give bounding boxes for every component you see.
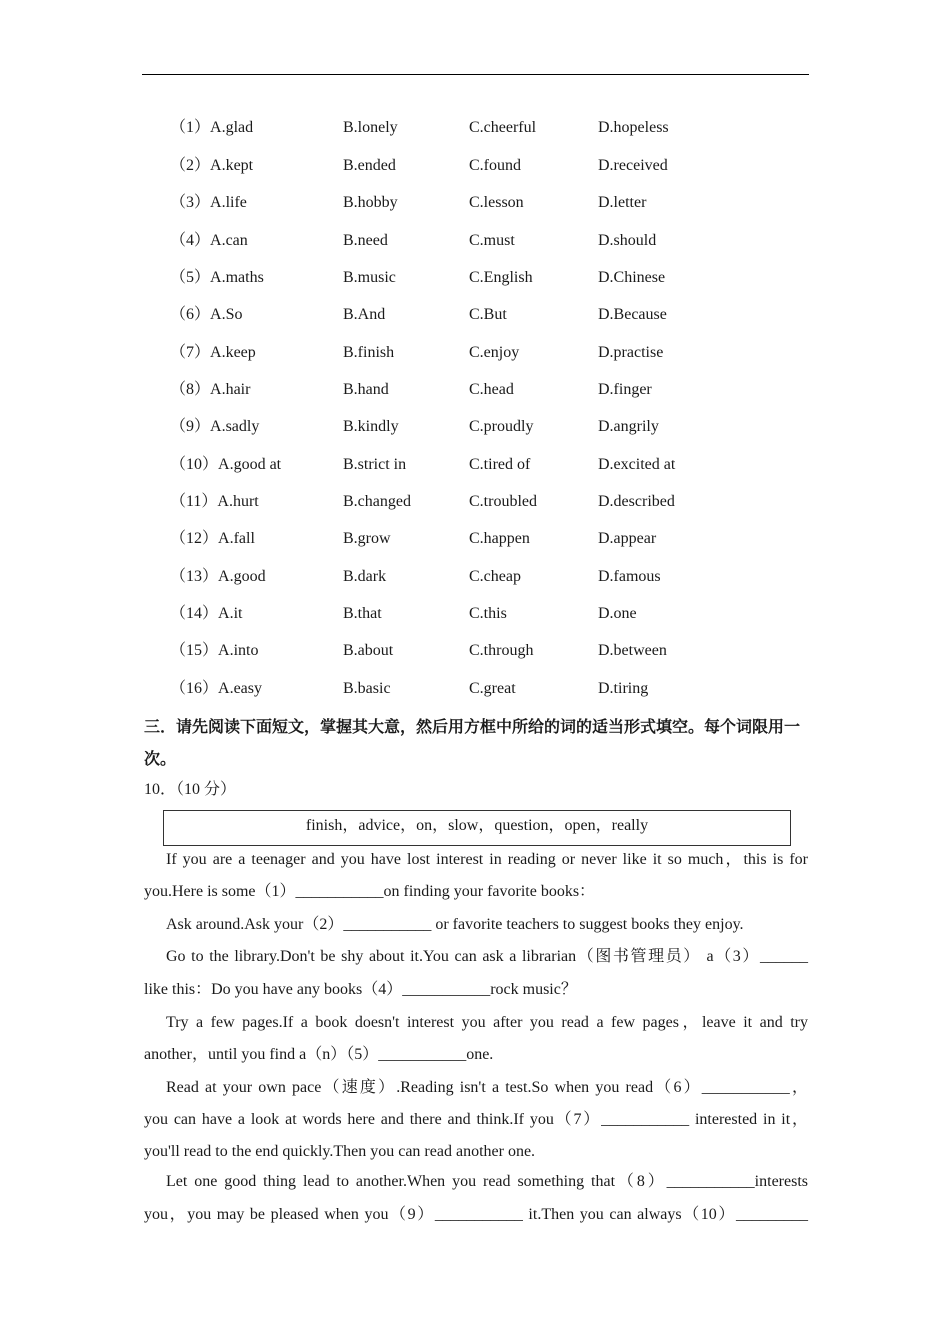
option-d: D.letter [598, 194, 647, 211]
item-number: （10） [170, 456, 219, 473]
item-number: （15） [170, 642, 219, 659]
item-number: （12） [170, 530, 219, 547]
option-a: （10）A.good at [170, 456, 282, 473]
option-row [0, 454, 950, 476]
option-c: C.cheap [469, 568, 521, 585]
option-b: B.hand [343, 381, 389, 398]
option-d: D.hopeless [598, 119, 669, 136]
passage-line: you'll read to the end quickly.Then you can read another one. [144, 1143, 536, 1160]
option-a: （13）A.good [170, 568, 266, 585]
option-row [0, 117, 950, 139]
option-c: C.happen [469, 530, 530, 547]
word-box: finish，advice，on，slow，question，open，really [163, 810, 791, 846]
option-c: C.head [469, 381, 514, 398]
passage-line: Let one good thing lead to another.When you read something that（8）___________interests [166, 1173, 808, 1190]
option-a: （11）A.hurt [170, 493, 259, 510]
option-row [0, 230, 950, 252]
option-b: B.dark [343, 568, 387, 585]
option-row [0, 342, 950, 364]
option-d: D.famous [598, 568, 661, 585]
option-c: C.But [469, 306, 507, 323]
option-a: （12）A.fall [170, 530, 255, 547]
option-c: C.lesson [469, 194, 524, 211]
item-number: （4） [170, 232, 211, 249]
option-row [0, 528, 950, 550]
section-heading: 三．请先阅读下面短文，掌握其大意，然后用方框中所给的词的适当形式填空。每个词限用一次。 [144, 717, 801, 768]
option-d: D.should [598, 232, 657, 249]
option-c: C.cheerful [469, 119, 537, 136]
option-d: D.appear [598, 530, 657, 547]
option-a: （9）A.sadly [170, 418, 260, 435]
option-b: B.need [343, 232, 388, 249]
option-c: C.enjoy [469, 344, 520, 361]
option-a: （16）A.easy [170, 680, 262, 697]
option-a: （4）A.can [170, 232, 248, 249]
passage-line: If you are a teenager and you have lost interest in reading or never like it so much，this is for [166, 851, 808, 868]
option-row [0, 379, 950, 401]
passage-line: Read at your own pace（速度）.Reading isn't a test.So when you read（6）___________， [166, 1079, 808, 1096]
option-row [0, 304, 950, 326]
option-a: （14）A.it [170, 605, 243, 622]
option-row [0, 416, 950, 438]
option-d: D.angrily [598, 418, 659, 435]
option-row [0, 192, 950, 214]
option-b: B.finish [343, 344, 395, 361]
option-b: B.strict in [343, 456, 407, 473]
passage-line: you can have a look at words here and there and think.If you（7）___________ interested in it， [144, 1111, 808, 1128]
option-a: （1）A.glad [170, 119, 254, 136]
passage-line: Try a few pages.If a book doesn't interest you after you read a few pages，leave it and try [166, 1014, 808, 1031]
option-row [0, 155, 950, 177]
item-number: （11） [170, 493, 218, 510]
option-b: B.that [343, 605, 382, 622]
option-b: B.ended [343, 157, 396, 174]
option-c: C.proudly [469, 418, 534, 435]
passage-line: another，until you find a（n）（5）___________one. [144, 1046, 494, 1063]
option-row [0, 603, 950, 625]
option-a: （5）A.maths [170, 269, 264, 286]
item-number: （6） [170, 306, 211, 323]
item-number: （2） [170, 157, 211, 174]
option-row [0, 267, 950, 289]
item-number: （16） [170, 680, 219, 697]
option-c: C.found [469, 157, 521, 174]
option-d: D.excited at [598, 456, 676, 473]
item-number: （9） [170, 418, 211, 435]
option-d: D.received [598, 157, 668, 174]
option-a: （8）A.hair [170, 381, 251, 398]
option-row [0, 566, 950, 588]
option-b: B.changed [343, 493, 411, 510]
header-rule [142, 74, 809, 75]
item-number: （8） [170, 381, 211, 398]
passage-line: like this：Do you have any books（4）___________rock music？ [144, 981, 577, 998]
item-number: （3） [170, 194, 211, 211]
passage-line: you.Here is some（1）___________on finding your favorite books： [144, 883, 596, 900]
option-b: B.basic [343, 680, 391, 697]
question-number: 10．（10 分） [144, 781, 237, 798]
option-c: C.great [469, 680, 516, 697]
option-d: D.Chinese [598, 269, 666, 286]
item-number: （1） [170, 119, 211, 136]
option-b: B.about [343, 642, 394, 659]
item-number: （5） [170, 269, 211, 286]
option-row [0, 640, 950, 662]
option-a: （7）A.keep [170, 344, 256, 361]
option-c: C.tired of [469, 456, 531, 473]
option-b: B.lonely [343, 119, 398, 136]
passage-line: Ask around.Ask your（2）___________ or favorite teachers to suggest books they enjoy. [166, 916, 744, 933]
item-number: （14） [170, 605, 219, 622]
option-b: B.music [343, 269, 396, 286]
option-a: （3）A.life [170, 194, 247, 211]
option-d: D.Because [598, 306, 667, 323]
option-d: D.one [598, 605, 637, 622]
option-b: B.And [343, 306, 386, 323]
option-b: B.grow [343, 530, 391, 547]
option-d: D.finger [598, 381, 652, 398]
option-c: C.this [469, 605, 507, 622]
option-row [0, 678, 950, 700]
option-d: D.tiring [598, 680, 649, 697]
option-d: D.described [598, 493, 675, 510]
option-d: D.between [598, 642, 667, 659]
option-b: B.kindly [343, 418, 399, 435]
option-c: C.must [469, 232, 515, 249]
passage-line: you，you may be pleased when you（9）___________ it.Then you can always（10）_________ [144, 1206, 808, 1223]
passage-line: Go to the library.Don't be shy about it.You can ask a librarian（图书管理员） a（3）______ [166, 948, 808, 965]
item-number: （13） [170, 568, 219, 585]
item-number: （7） [170, 344, 211, 361]
option-c: C.English [469, 269, 533, 286]
option-row [0, 491, 950, 513]
option-a: （2）A.kept [170, 157, 254, 174]
option-d: D.practise [598, 344, 664, 361]
option-b: B.hobby [343, 194, 398, 211]
option-c: C.through [469, 642, 534, 659]
option-c: C.troubled [469, 493, 537, 510]
option-a: （6）A.So [170, 306, 243, 323]
option-a: （15）A.into [170, 642, 259, 659]
